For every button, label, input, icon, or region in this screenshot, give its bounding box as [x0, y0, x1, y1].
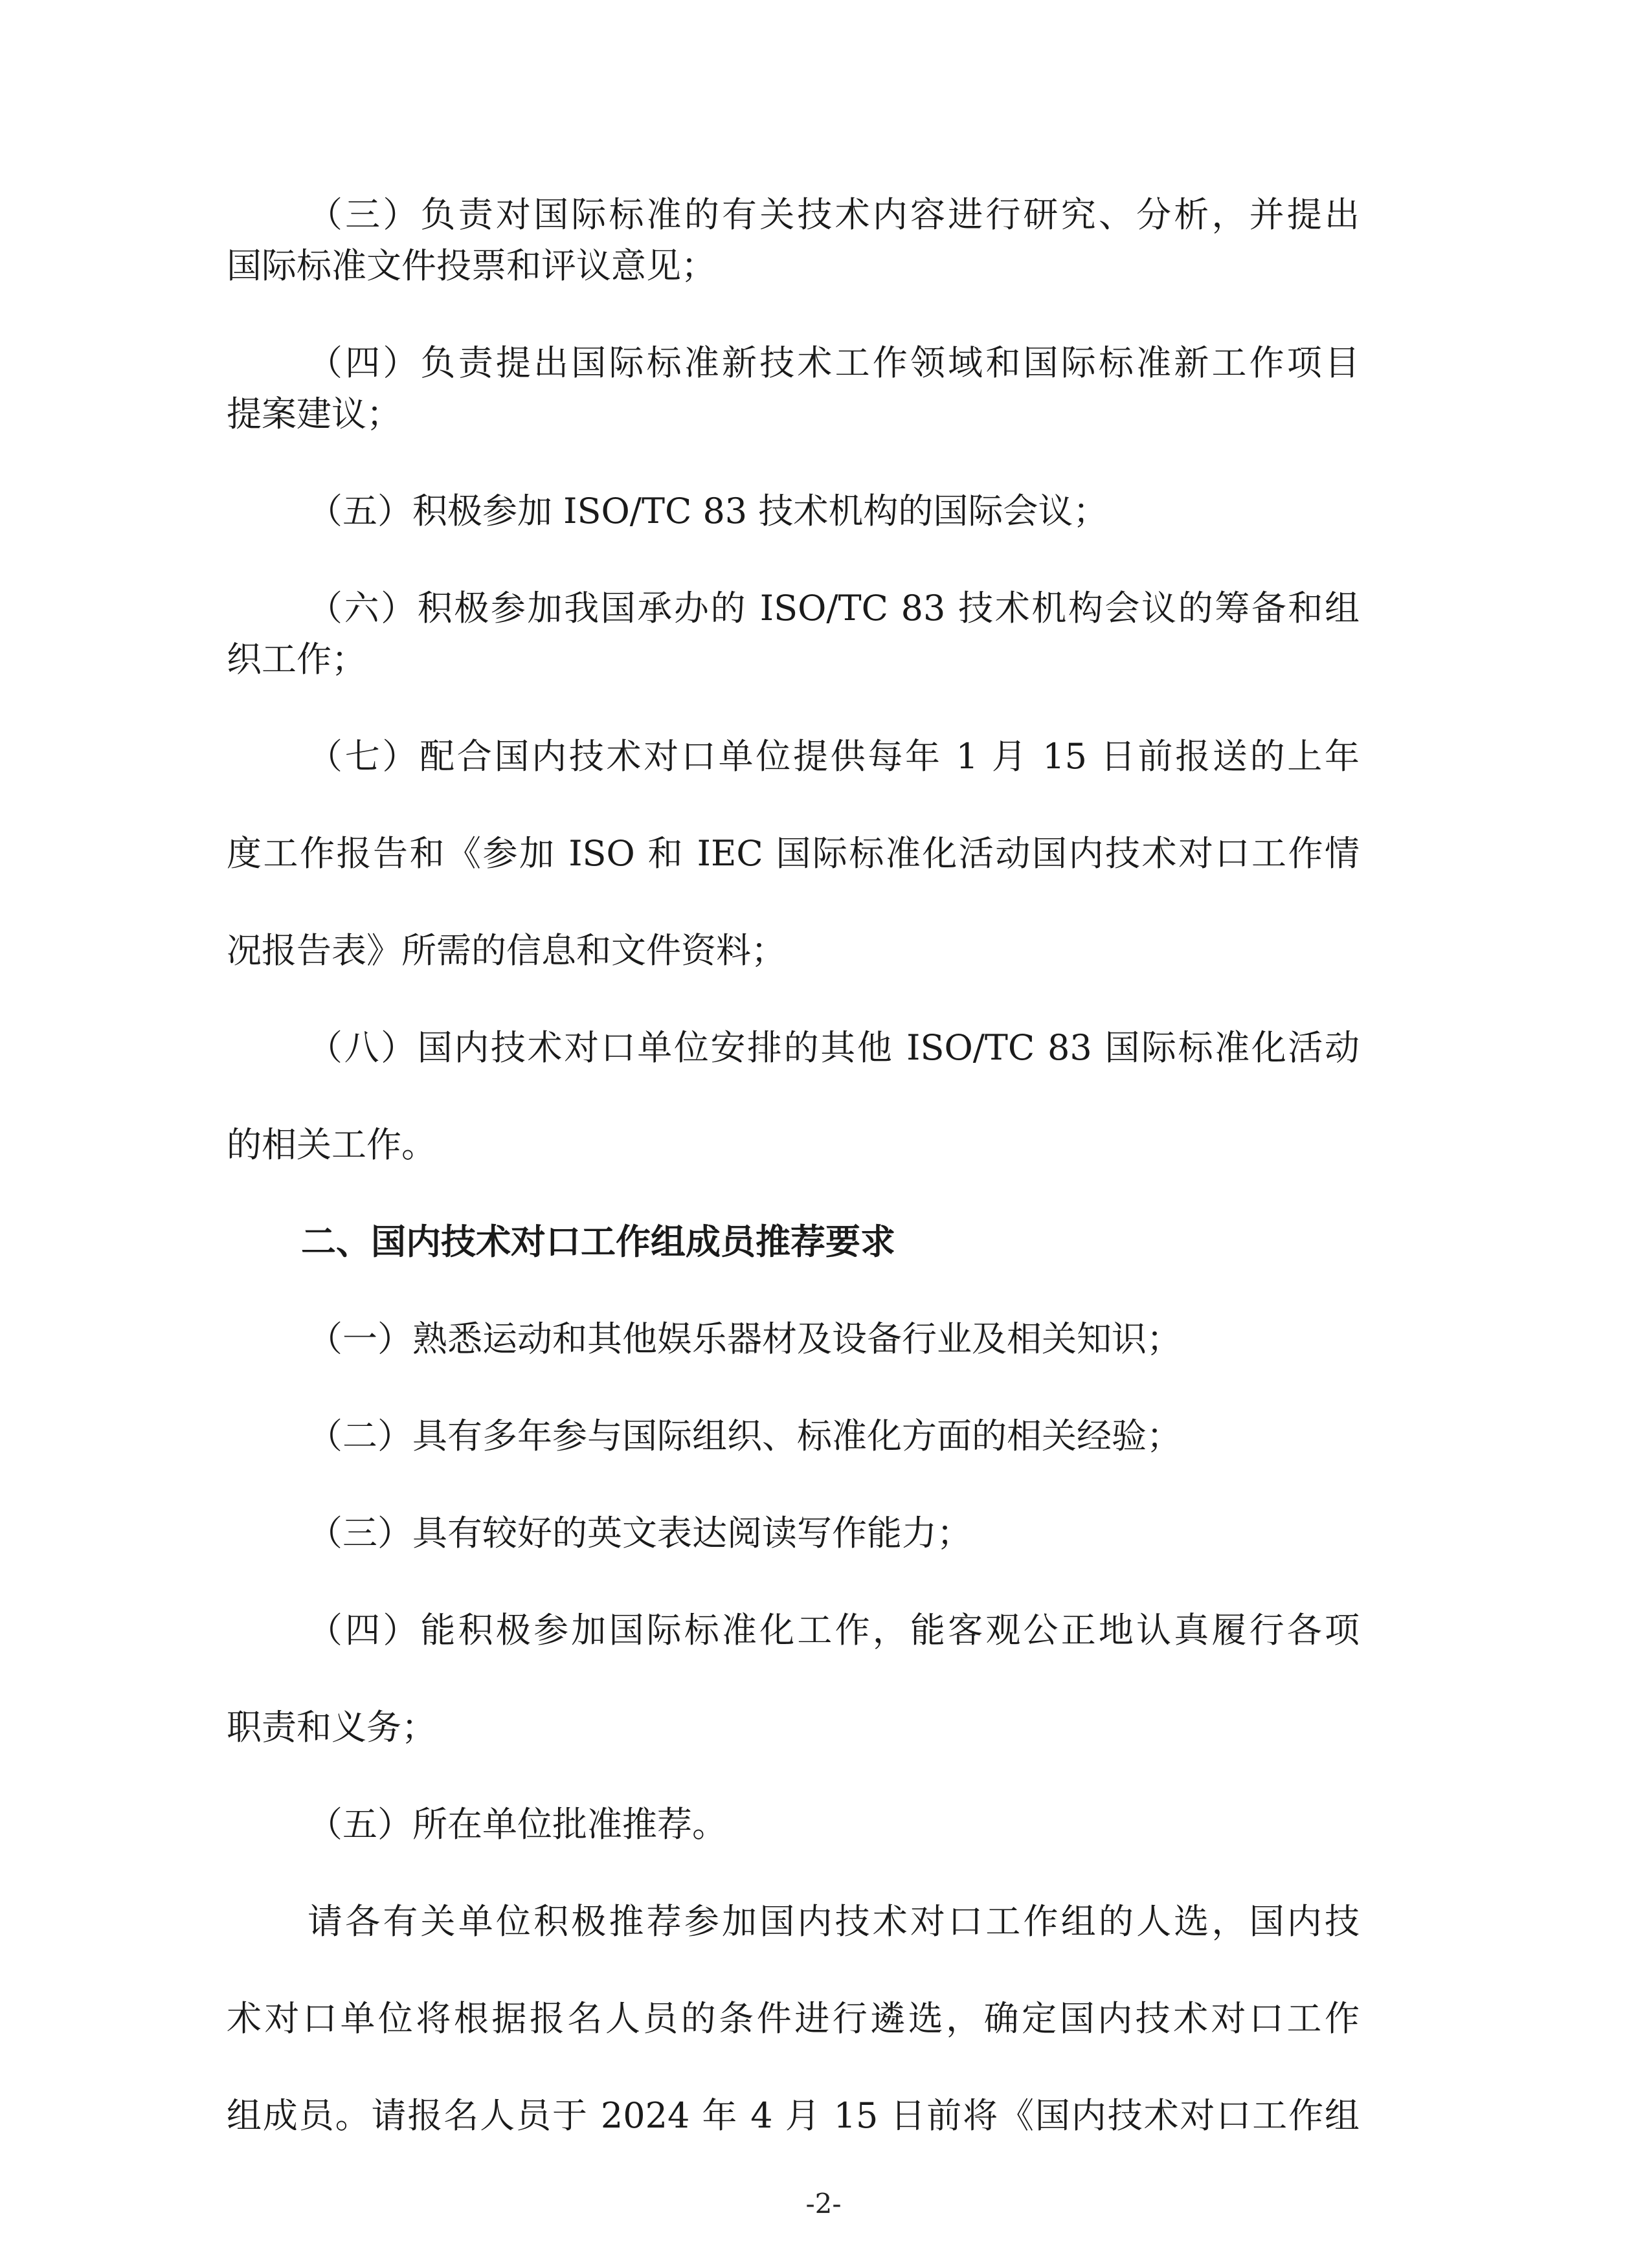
section-heading: 二、国内技术对口工作组成员推荐要求 [301, 1221, 895, 1262]
duty-4-line-2: 提案建议； [227, 394, 401, 434]
duty-6-line-1: （六）积极参加我国承办的 ISO/TC 83 技术机构会议的筹备和组 [308, 588, 1360, 628]
duty-7-line-1: （七）配合国内技术对口单位提供每年 1 月 15 日前报送的上年 [308, 736, 1360, 777]
duty-3-line-1: （三）负责对国际标准的有关技术内容进行研究、分析，并提出 [308, 194, 1360, 235]
closing-line-1: 请各有关单位积极推荐参加国内技术对口工作组的人选，国内技 [308, 1901, 1360, 1942]
duty-6-line-2: 织工作； [227, 639, 366, 680]
requirement-2: （二）具有多年参与国际组织、标准化方面的相关经验； [308, 1416, 1182, 1456]
closing-line-2: 术对口单位将根据报名人员的条件进行遴选，确定国内技术对口工作 [227, 1998, 1360, 2039]
duty-8-line-1: （八）国内技术对口单位安排的其他 ISO/TC 83 国际标准化活动 [308, 1027, 1360, 1068]
document-body [227, 189, 1360, 2141]
requirement-1: （一）熟悉运动和其他娱乐器材及设备行业及相关知识； [308, 1318, 1182, 1359]
page-number: -2- [805, 2188, 842, 2219]
duty-7-line-2: 度工作报告和《参加 ISO 和 IEC 国际标准化活动国内技术对口工作情 [227, 833, 1360, 874]
requirement-4-line-2: 职责和义务； [227, 1707, 436, 1748]
duty-3-line-2: 国际标准文件投票和评议意见； [227, 245, 716, 286]
requirement-4-line-1: （四）能积极参加国际标准化工作，能客观公正地认真履行各项 [308, 1610, 1360, 1651]
duty-8-line-2: 的相关工作。 [227, 1124, 436, 1165]
closing-line-3: 组成员。请报名人员于 2024 年 4 月 15 日前将《国内技术对口工作组 [227, 2095, 1360, 2136]
duty-5-line-1: （五）积极参加 ISO/TC 83 技术机构的国际会议； [308, 491, 1108, 531]
duty-7-line-3: 况报告表》所需的信息和文件资料； [227, 930, 786, 971]
duty-4-line-1: （四）负责提出国际标准新技术工作领域和国际标准新工作项目 [308, 342, 1360, 383]
requirement-5: （五）所在单位批准推荐。 [308, 1804, 727, 1845]
requirement-3: （三）具有较好的英文表达阅读写作能力； [308, 1513, 972, 1553]
